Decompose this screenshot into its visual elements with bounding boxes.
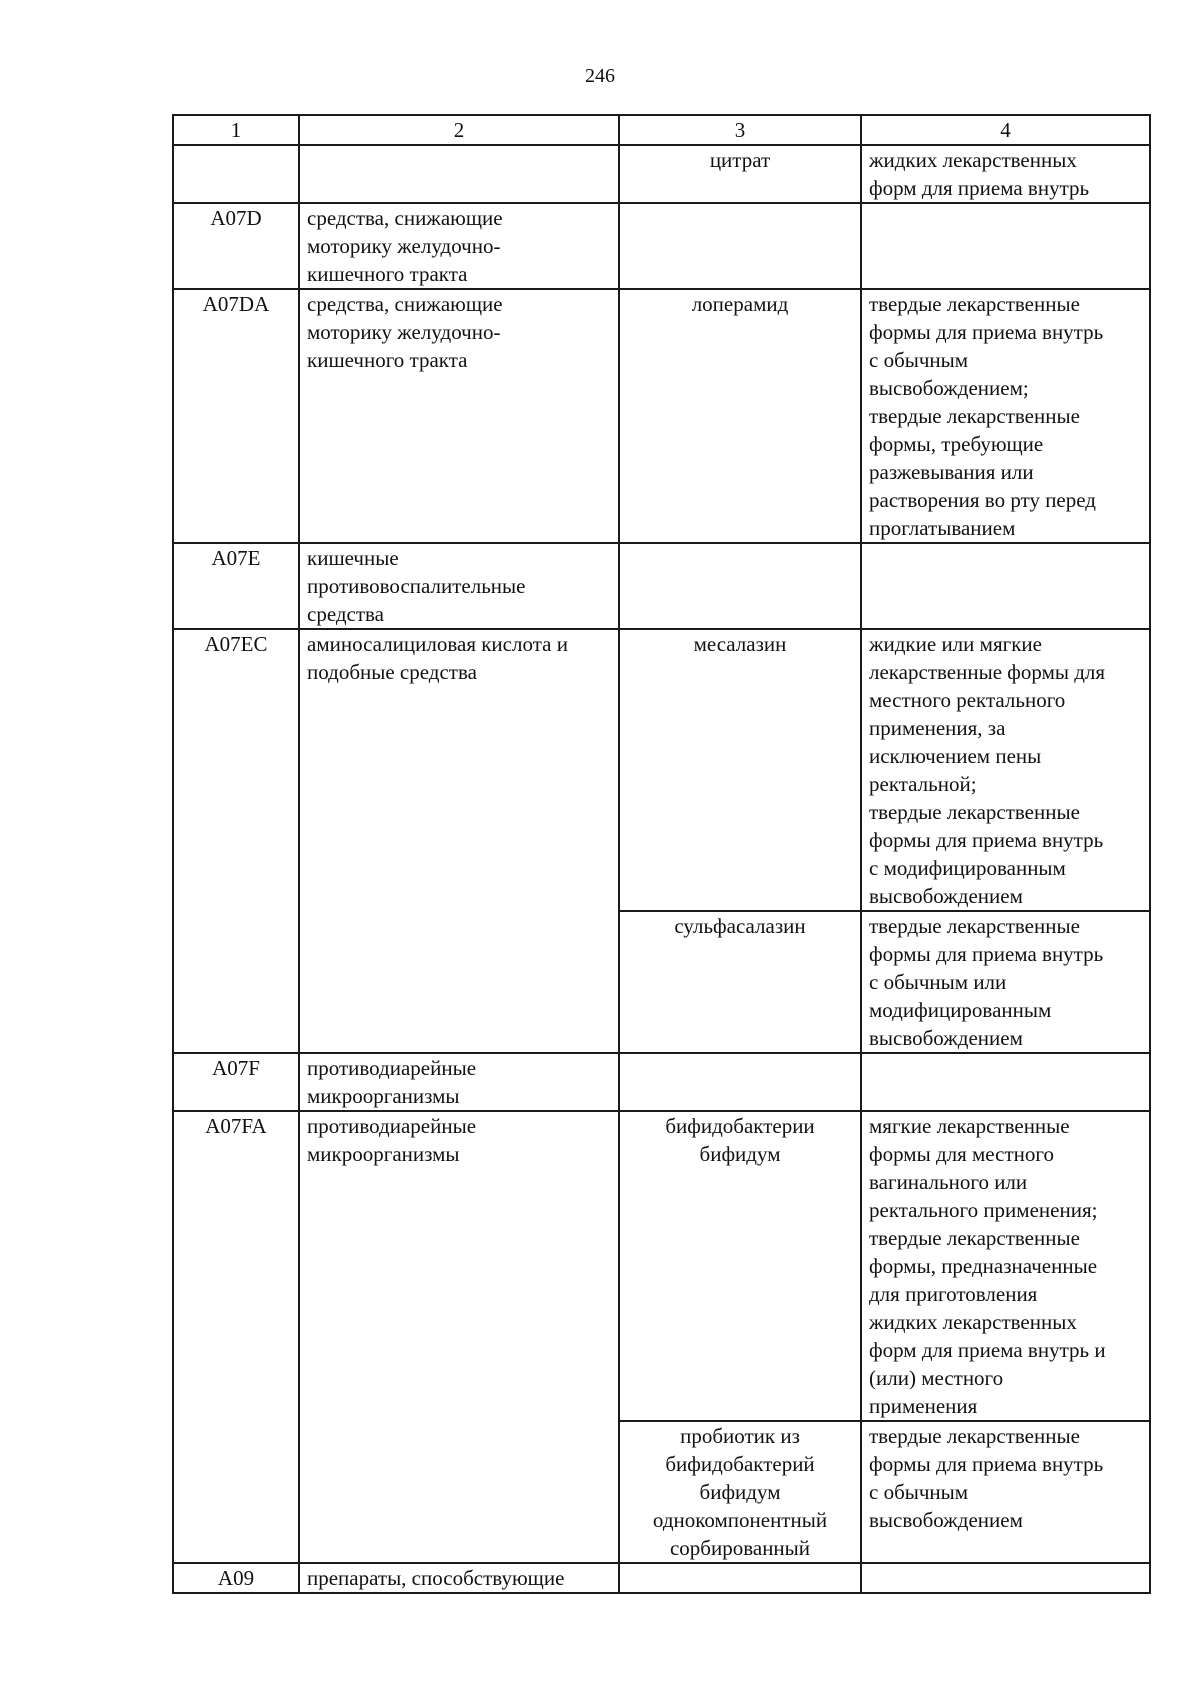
column-header-2: 2	[299, 115, 619, 145]
table-row	[173, 203, 1150, 289]
dosage-form-cell: твердые лекарственные формы для приема внутрь с обычным высвобождением; твердые лекарственные формы, требующие разжевывания или растворения во рту перед проглатыванием	[861, 289, 1150, 543]
column-header-3: 3	[619, 115, 861, 145]
dosage-form-cell: жидких лекарственных форм для приема внутрь	[861, 145, 1150, 203]
atc-code-cell: A07D	[173, 203, 299, 289]
atc-code-cell: A07DA	[173, 289, 299, 543]
dosage-form-cell	[861, 203, 1150, 289]
dosage-form-cell	[861, 1563, 1150, 1593]
substance-cell	[619, 203, 861, 289]
atc-code-cell: A07E	[173, 543, 299, 629]
substance-cell: цитрат	[619, 145, 861, 203]
substance-cell	[619, 543, 861, 629]
substance-cell: лоперамид	[619, 289, 861, 543]
group-name-cell	[299, 145, 619, 203]
atc-code-cell: A07EC	[173, 629, 299, 1053]
substance-cell	[619, 1563, 861, 1593]
table-header-row	[173, 115, 1150, 145]
group-name-cell: средства, снижающие моторику желудочно- кишечного тракта	[299, 203, 619, 289]
substance-cell: пробиотик из бифидобактерий бифидум однокомпонентный сорбированный	[619, 1421, 861, 1563]
drug-classification-table	[172, 114, 1151, 1594]
table-row	[173, 1111, 1150, 1421]
group-name-cell: противодиарейные микроорганизмы	[299, 1053, 619, 1111]
dosage-form-cell: жидкие или мягкие лекарственные формы для местного ректального применения, за исключением пены ректальной; твердые лекарственные формы для приема внутрь с модифицированным высвобождением	[861, 629, 1150, 911]
page-number: 246	[585, 65, 615, 87]
group-name-cell: противодиарейные микроорганизмы	[299, 1111, 619, 1563]
substance-cell	[619, 1053, 861, 1111]
atc-code-cell: A09	[173, 1563, 299, 1593]
group-name-cell: препараты, способствующие	[299, 1563, 619, 1593]
group-name-cell: кишечные противовоспалительные средства	[299, 543, 619, 629]
atc-code-cell: A07FA	[173, 1111, 299, 1563]
table-row	[173, 1053, 1150, 1111]
table-row	[173, 543, 1150, 629]
column-header-1: 1	[173, 115, 299, 145]
table-row	[173, 145, 1150, 203]
column-header-4: 4	[861, 115, 1150, 145]
table-row	[173, 629, 1150, 911]
dosage-form-cell	[861, 543, 1150, 629]
atc-code-cell: A07F	[173, 1053, 299, 1111]
table-row	[173, 289, 1150, 543]
atc-code-cell	[173, 145, 299, 203]
table-row	[173, 1563, 1150, 1593]
substance-cell: месалазин	[619, 629, 861, 911]
substance-cell: бифидобактерии бифидум	[619, 1111, 861, 1421]
dosage-form-cell	[861, 1053, 1150, 1111]
dosage-form-cell: твердые лекарственные формы для приема внутрь с обычным или модифицированным высвобождением	[861, 911, 1150, 1053]
dosage-form-cell: мягкие лекарственные формы для местного вагинального или ректального применения; твердые лекарственные формы, предназначенные для приготовления жидких лекарственных форм для приема внутрь и (или) местного применения	[861, 1111, 1150, 1421]
dosage-form-cell: твердые лекарственные формы для приема внутрь с обычным высвобождением	[861, 1421, 1150, 1563]
group-name-cell: средства, снижающие моторику желудочно- кишечного тракта	[299, 289, 619, 543]
group-name-cell: аминосалициловая кислота и подобные средства	[299, 629, 619, 1053]
substance-cell: сульфасалазин	[619, 911, 861, 1053]
